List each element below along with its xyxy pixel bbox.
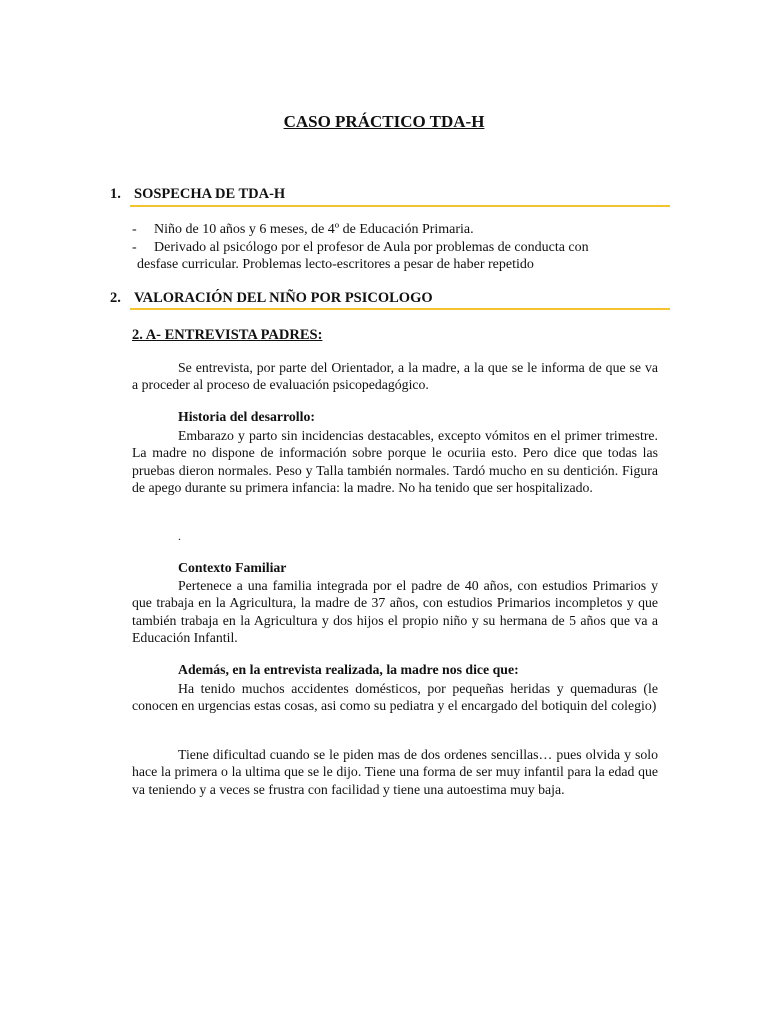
section-2-title: VALORACIÓN DEL NIÑO POR PSICOLOGO — [134, 290, 433, 306]
section-2-heading — [110, 290, 433, 307]
section-1-heading — [110, 186, 285, 203]
document-title: CASO PRÁCTICO TDA-H — [283, 112, 485, 131]
bullet-text: Niño de 10 años y 6 meses, de 4º de Educación Primaria. — [154, 222, 474, 237]
historia-heading: Historia del desarrollo: — [178, 409, 315, 424]
intro-paragraph: Se entrevista, por parte del Orientador, a la madre, a la que se le informa de que se va a proceder al proceso de evaluación psicopedagógico. — [132, 360, 658, 393]
bullet-item — [130, 240, 589, 256]
section-2-number: 2. — [110, 290, 121, 306]
bullet-item — [130, 222, 474, 238]
historia-paragraph: Embarazo y parto sin incidencias destacables, excepto vómitos en el primer trimestre. La madre no dispone de información sobre porque le ocuriia esto. Pero dice que todas las pruebas dieron normales. Peso y Talla también normales. Tardó mucho en su dentición. Figura de apego durante su primera infancia: la madre. No ha tenido que ser hospitalizado. — [132, 428, 658, 495]
section-1-title: SOSPECHA DE TDA-H — [134, 186, 286, 202]
section-2-underline — [130, 308, 670, 310]
bullet-dash: - — [132, 240, 137, 255]
subsection-heading: 2. A- ENTREVISTA PADRES: — [132, 327, 323, 343]
section-1-number: 1. — [110, 186, 121, 202]
dificultad-paragraph: Tiene dificultad cuando se le piden mas de dos ordenes sencillas… pues olvida y solo hace la primera o la ultima que se le dijo. Tiene una forma de ser muy infantil para la edad que va teniendo y a veces se frustra con facilidad y tiene una autoestima muy baja. — [132, 747, 658, 797]
bullet-continuation: desfase curricular. Problemas lecto-escritores a pesar de haber repetido — [137, 257, 534, 272]
bullet-dash: - — [132, 222, 137, 237]
contexto-paragraph: Pertenece a una familia integrada por el padre de 40 años, con estudios Primarios y que trabaja en la Agricultura, la madre de 37 años, con estudios Primarios incompletos y que también trabaja en la Agricultura y dos hijos el propio niño y su hermana de 5 años que va a Educación Infantil. — [132, 578, 658, 645]
section-1-underline — [130, 205, 670, 207]
contexto-heading: Contexto Familiar — [178, 560, 287, 575]
ademas-paragraph: Ha tenido muchos accidentes domésticos, por pequeñas heridas y quemaduras (le conocen en urgencias estas cosas, asi como su pediatra y el encargado del botiquin del colegio) — [132, 681, 658, 714]
ademas-heading: Además, en la entrevista realizada, la madre nos dice que: — [178, 662, 519, 677]
bullet-text: Derivado al psicólogo por el profesor de Aula por problemas de conducta con — [154, 240, 589, 255]
stray-mark: . — [178, 529, 181, 543]
